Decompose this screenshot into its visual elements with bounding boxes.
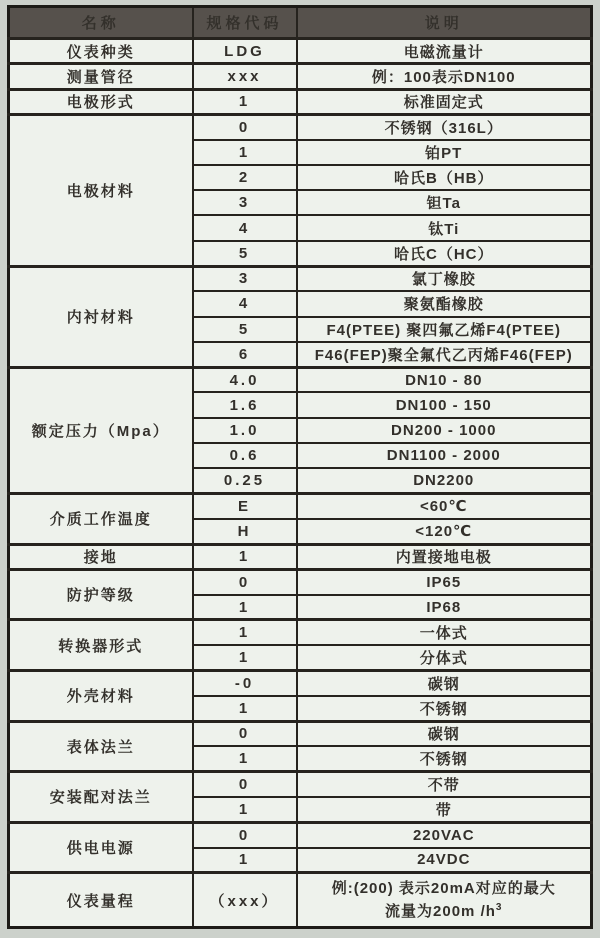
spec-name-cell: 介质工作温度 xyxy=(9,494,193,545)
spec-code-cell: 1.6 xyxy=(193,392,297,417)
spec-desc-cell: F46(FEP)聚全氟代乙丙烯F46(FEP) xyxy=(297,342,592,367)
spec-code-cell: 5 xyxy=(193,241,297,266)
header-code: 规格代码 xyxy=(193,7,297,39)
spec-desc-cell: 不锈钢（316L） xyxy=(297,114,592,139)
spec-desc-cell: DN2200 xyxy=(297,468,592,493)
spec-code-cell: （xxx） xyxy=(193,873,297,928)
table-row xyxy=(9,772,592,797)
spec-name-cell: 安装配对法兰 xyxy=(9,772,193,823)
spec-code-cell: 1 xyxy=(193,140,297,165)
spec-name-cell: 表体法兰 xyxy=(9,721,193,772)
spec-code-cell: 1 xyxy=(193,746,297,771)
spec-table-header xyxy=(9,7,592,39)
spec-desc-cell: 内置接地电极 xyxy=(297,544,592,569)
spec-code-cell: LDG xyxy=(193,39,297,64)
spec-code-cell: 1 xyxy=(193,696,297,721)
spec-name-cell: 额定压力（Mpa） xyxy=(9,367,193,493)
spec-desc-cell: <60℃ xyxy=(297,494,592,519)
table-row xyxy=(9,544,592,569)
header-desc: 说明 xyxy=(297,7,592,39)
spec-desc-cell: 标准固定式 xyxy=(297,89,592,114)
spec-desc-cell: DN10 - 80 xyxy=(297,367,592,392)
spec-name-cell: 接地 xyxy=(9,544,193,569)
spec-name-cell: 电极形式 xyxy=(9,89,193,114)
spec-code-cell: 4.0 xyxy=(193,367,297,392)
spec-name-cell: 仪表种类 xyxy=(9,39,193,64)
spec-desc-cell: IP68 xyxy=(297,595,592,620)
spec-code-cell: 1 xyxy=(193,89,297,114)
spec-desc-cell: 不锈钢 xyxy=(297,746,592,771)
desc-line xyxy=(302,900,587,923)
spec-code-cell: 0 xyxy=(193,822,297,847)
table-row xyxy=(9,89,592,114)
spec-table xyxy=(7,5,593,929)
spec-desc-cell: 碳钢 xyxy=(297,671,592,696)
table-row xyxy=(9,266,592,291)
spec-name-cell: 外壳材料 xyxy=(9,671,193,722)
spec-desc-cell: 钛Ti xyxy=(297,215,592,240)
spec-code-cell: 6 xyxy=(193,342,297,367)
spec-code-cell: 1 xyxy=(193,797,297,822)
spec-desc-cell: 一体式 xyxy=(297,620,592,645)
header-name: 名称 xyxy=(9,7,193,39)
spec-desc-cell: DN100 - 150 xyxy=(297,392,592,417)
spec-name-cell: 内衬材料 xyxy=(9,266,193,367)
spec-code-cell: -0 xyxy=(193,671,297,696)
superscript: 3 xyxy=(495,902,503,914)
spec-desc-cell: 不带 xyxy=(297,772,592,797)
spec-desc-cell: 带 xyxy=(297,797,592,822)
spec-name-cell: 仪表量程 xyxy=(9,873,193,928)
spec-desc-cell: IP65 xyxy=(297,569,592,594)
spec-desc-cell: 哈氏C（HC） xyxy=(297,241,592,266)
spec-desc-cell: 电磁流量计 xyxy=(297,39,592,64)
spec-desc-cell: DN200 - 1000 xyxy=(297,418,592,443)
spec-code-cell: 0.6 xyxy=(193,443,297,468)
spec-code-cell: 3 xyxy=(193,266,297,291)
table-row xyxy=(9,671,592,696)
table-row xyxy=(9,620,592,645)
spec-desc-cell: 24VDC xyxy=(297,848,592,873)
spec-desc-cell: 聚氨酯橡胶 xyxy=(297,291,592,316)
table-row xyxy=(9,367,592,392)
spec-code-cell: 0 xyxy=(193,772,297,797)
spec-code-cell: H xyxy=(193,519,297,544)
spec-desc-cell: 铂PT xyxy=(297,140,592,165)
spec-desc-cell: DN1100 - 2000 xyxy=(297,443,592,468)
table-row xyxy=(9,569,592,594)
spec-code-cell: 1 xyxy=(193,645,297,670)
spec-code-cell: 1 xyxy=(193,595,297,620)
spec-code-cell: 4 xyxy=(193,215,297,240)
spec-desc-cell: 不锈钢 xyxy=(297,696,592,721)
spec-code-cell: 0.25 xyxy=(193,468,297,493)
spec-code-cell: 1 xyxy=(193,848,297,873)
spec-name-cell: 测量管径 xyxy=(9,64,193,89)
spec-desc-cell: 碳钢 xyxy=(297,721,592,746)
spec-code-cell: xxx xyxy=(193,64,297,89)
spec-code-cell: 3 xyxy=(193,190,297,215)
header-row xyxy=(9,7,592,39)
table-row xyxy=(9,64,592,89)
spec-table-body xyxy=(9,39,592,928)
spec-name-cell: 防护等级 xyxy=(9,569,193,620)
desc-line-text: 流量为200m /h xyxy=(385,903,496,921)
spec-code-cell: 1 xyxy=(193,544,297,569)
table-row xyxy=(9,822,592,847)
spec-code-cell: 0 xyxy=(193,569,297,594)
table-row xyxy=(9,873,592,928)
spec-code-cell: 1.0 xyxy=(193,418,297,443)
desc-line: 例:(200) 表示20mA对应的最大 xyxy=(331,879,556,897)
spec-desc-cell xyxy=(297,873,592,928)
table-row xyxy=(9,721,592,746)
table-row xyxy=(9,39,592,64)
spec-desc-cell: 220VAC xyxy=(297,822,592,847)
spec-code-cell: 5 xyxy=(193,317,297,342)
spec-desc-cell: F4(PTEE) 聚四氟乙烯F4(PTEE) xyxy=(297,317,592,342)
spec-desc-cell: <120℃ xyxy=(297,519,592,544)
spec-code-cell: 2 xyxy=(193,165,297,190)
spec-desc-cell: 钽Ta xyxy=(297,190,592,215)
spec-desc-cell: 分体式 xyxy=(297,645,592,670)
spec-name-cell: 供电电源 xyxy=(9,822,193,873)
table-row xyxy=(9,114,592,139)
spec-name-cell: 电极材料 xyxy=(9,114,193,266)
spec-code-cell: 0 xyxy=(193,721,297,746)
spec-name-cell: 转换器形式 xyxy=(9,620,193,671)
spec-desc-cell: 例：100表示DN100 xyxy=(297,64,592,89)
spec-code-cell: E xyxy=(193,494,297,519)
spec-desc-cell: 氯丁橡胶 xyxy=(297,266,592,291)
spec-code-cell: 0 xyxy=(193,114,297,139)
spec-code-cell: 1 xyxy=(193,620,297,645)
spec-desc-cell: 哈氏B（HB） xyxy=(297,165,592,190)
spec-code-cell: 4 xyxy=(193,291,297,316)
table-row xyxy=(9,494,592,519)
